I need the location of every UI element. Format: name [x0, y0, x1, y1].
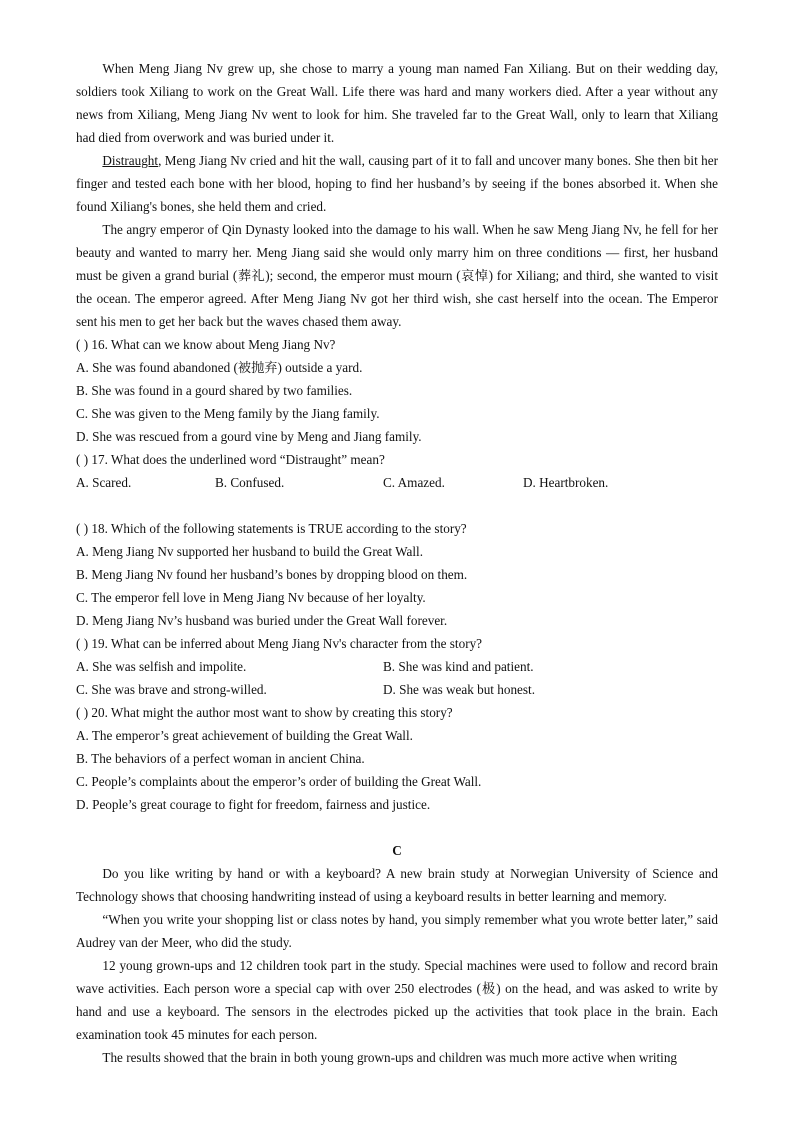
question-16-option-d: D. She was rescued from a gourd vine by Meng and Jiang family. [76, 429, 422, 444]
question-20-option-d: D. People’s great courage to fight for freedom, fairness and justice. [76, 797, 431, 812]
exam-page [76, 57, 718, 1069]
underlined-word: Distraught [102, 153, 159, 168]
question-20-option-c: C. People’s complaints about the emperor’s order of building the Great Wall. [76, 774, 482, 789]
question-17-option-a: A. Scared. [76, 475, 132, 490]
passage-b-paragraph-2 [76, 149, 718, 218]
question-19-option-a: A. She was selfish and impolite. [76, 659, 247, 674]
passage-b-paragraph-1: When Meng Jiang Nv grew up, she chose to marry a young man named Fan Xiliang. But on their wedding day, soldiers took Xiliang to work on the Great Wall. Life there was hard and many workers died. After a year without any news from Xiliang, Meng Jiang Nv went to look for him. She traveled far to the Great Wall, only to learn that Xiliang had died from overwork and was buried under it. [76, 61, 718, 145]
question-19-options-row-2 [76, 678, 718, 701]
question-18-option-c: C. The emperor fell love in Meng Jiang Nv because of her loyalty. [76, 590, 426, 605]
question-20-option-a: A. The emperor’s great achievement of building the Great Wall. [76, 728, 413, 743]
question-19-stem: ( ) 19. What can be inferred about Meng Jiang Nv's character from the story? [76, 636, 483, 651]
question-20-stem: ( ) 20. What might the author most want to show by creating this story? [76, 705, 453, 720]
question-18-option-a: A. Meng Jiang Nv supported her husband to build the Great Wall. [76, 544, 424, 559]
question-16-stem: ( ) 16. What can we know about Meng Jiang Nv? [76, 337, 336, 352]
question-19-options-row-1 [76, 655, 718, 678]
question-19-option-c: C. She was brave and strong-willed. [76, 682, 267, 697]
section-heading-c: C [392, 843, 402, 858]
question-17-option-d: D. Heartbroken. [523, 475, 609, 490]
question-18-option-d: D. Meng Jiang Nv’s husband was buried under the Great Wall forever. [76, 613, 448, 628]
question-17-option-c: C. Amazed. [383, 475, 445, 490]
question-20-option-b: B. The behaviors of a perfect woman in ancient China. [76, 751, 365, 766]
spacer [76, 816, 718, 839]
question-16-option-a: A. She was found abandoned (被抛弃) outside a yard. [76, 360, 363, 375]
passage-c-paragraph-4: The results showed that the brain in both young grown-ups and children was much more active when writing [102, 1050, 678, 1065]
passage-c-paragraph-3: 12 young grown-ups and 12 children took part in the study. Special machines were used to follow and record brain wave activities. Each person wore a special cap with over 250 electrodes (极) on the head, and was asked to write by hand and use a keyboard. The sensors in the electrodes picked up the activities that took place in the brain. Each examination took 45 minutes for each person. [76, 958, 718, 1042]
question-18-option-b: B. Meng Jiang Nv found her husband’s bones by dropping blood on them. [76, 567, 468, 582]
question-16-option-b: B. She was found in a gourd shared by two families. [76, 383, 353, 398]
question-19-option-b: B. She was kind and patient. [383, 659, 534, 674]
question-17-stem: ( ) 17. What does the underlined word “Distraught” mean? [76, 452, 385, 467]
question-17-option-b: B. Confused. [215, 475, 285, 490]
passage-c-paragraph-1: Do you like writing by hand or with a keyboard? A new brain study at Norwegian University of Science and Technology shows that choosing handwriting instead of using a keyboard results in better learning and memory. [76, 866, 718, 904]
paragraph-2-text: , Meng Jiang Nv cried and hit the wall, causing part of it to fall and uncover many bones. She then bit her finger and tested each bone with her blood, hoping to find her husband’s by seeing if the bones absorbed it. When she found Xiliang's bones, she held them and cried. [76, 153, 718, 214]
question-17-options [76, 471, 718, 494]
question-16-option-c: C. She was given to the Meng family by the Jiang family. [76, 406, 380, 421]
question-19-option-d: D. She was weak but honest. [383, 682, 535, 697]
passage-b-paragraph-3: The angry emperor of Qin Dynasty looked into the damage to his wall. When he saw Meng Jiang Nv, he fell for her beauty and wanted to marry her. Meng Jiang said she would only marry him on three conditions — first, her husband must be given a grand burial (葬礼); second, the emperor must mourn (哀悼) for Xiliang; and third, she wanted to visit the ocean. The emperor agreed. After Meng Jiang Nv got her third wish, she cast herself into the ocean. The Emperor sent his men to get her back but the waves chased them away. [76, 222, 718, 329]
spacer [76, 494, 718, 517]
question-18-stem: ( ) 18. Which of the following statements is TRUE according to the story? [76, 521, 467, 536]
passage-c-paragraph-2: “When you write your shopping list or class notes by hand, you simply remember what you wrote better later,” said Audrey van der Meer, who did the study. [76, 912, 718, 950]
